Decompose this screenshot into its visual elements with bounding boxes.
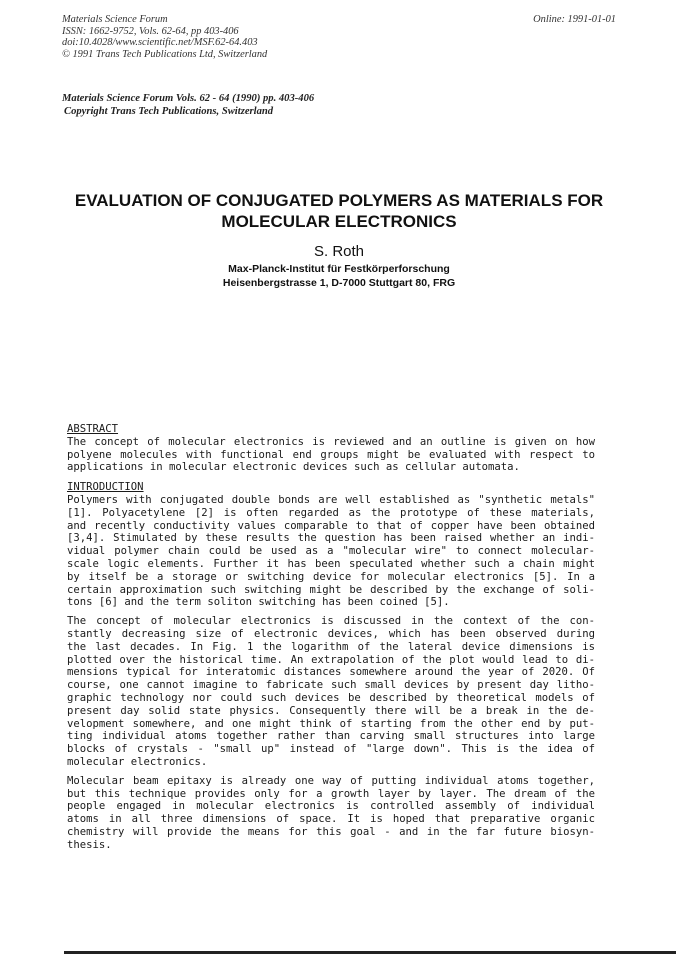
header-line: © 1991 Trans Tech Publications Ltd, Switzerland [62,48,268,60]
text-line: people engaged in molecular electronics is controlled assembly of individual [67,800,595,813]
text-line: certain approximation such switching might be described by the exchange of soli- [67,583,595,596]
article-body [67,423,595,852]
author-name: S. Roth [313,243,365,260]
text-line: graphic technology nor could such devices be described by theoretical models of [67,691,595,704]
abstract-heading: ABSTRACT [67,423,119,435]
text-line: atoms in all three dimensions of space. It is hoped that preparative organic [67,813,595,826]
abstract-text [67,436,595,474]
text-line: course, one cannot imagine to fabricate such small devices by present day litho- [67,679,595,692]
text-line: applications in molecular electronic devices such as cellular automata. [67,461,520,474]
text-line: but this technique provides only for a growth layer by layer. The dream of the [67,787,595,800]
online-date: Online: 1991-01-01 [533,14,616,25]
journal-citation: Materials Science Forum Vols. 62 - 64 (1990) pp. 403-406 [62,93,315,104]
text-line: velopment somewhere, and one might think of starting from the other end by put- [67,717,595,730]
text-line: Polymers with conjugated double bonds are well established as "synthetic metals" [67,493,595,506]
paragraph [67,494,595,609]
affiliation-institute: Max-Planck-Institut für Festkörperforschung [228,263,450,275]
text-line: the last decades. In Fig. 1 the logarithm of the lateral device dimensions is [67,640,595,653]
text-line: [3,4]. Stimulated by these results the question has been raised whether an indi- [67,532,595,545]
footer-rule [64,951,676,954]
text-line: by itself be a storage or switching device for molecular electronics [5]. In a [67,570,595,583]
paragraph [67,775,595,852]
text-line: The concept of molecular electronics is reviewed and an outline is given on how [67,435,595,448]
publication-header [62,14,267,60]
text-line: [1]. Polyacetylene [2] is often regarded as the prototype of these materials, [67,506,595,519]
text-line: stantly decreasing size of electronic devices, which has been observed during [67,627,595,640]
text-line: plotted over the historical time. An extrapolation of the plot would lead to di- [67,653,595,666]
text-line: blocks of crystals - "small up" instead of "large down". This is the idea of [67,743,595,756]
text-line: mensions typical for interatomic distances somewhere around the year of 2020. Of [67,666,595,679]
text-line: vidual polymer chain could be used as a "molecular wire" to connect molecular- [67,545,595,558]
text-line: scale logic elements. Further it has been speculated whether such a chain might [67,557,595,570]
author-affiliation [0,262,678,290]
text-line: molecular electronics. [67,755,208,768]
title-line: EVALUATION OF CONJUGATED POLYMERS AS MATERIALS FOR [74,191,604,210]
text-line: polyene molecules with functional end groups might be evaluated with respect to [67,448,595,461]
copyright-line: Copyright Trans Tech Publications, Switzerland [64,105,274,117]
text-line: tons [6] and the term soliton switching has been coined [5]. [67,596,450,609]
paragraph [67,615,595,769]
text-line: chemistry will provide the means for this goal - and in the far future biosyn- [67,825,595,838]
affiliation-address: Heisenbergstrasse 1, D-7000 Stuttgart 80, FRG [222,277,456,289]
text-line: The concept of molecular electronics is discussed in the context of the con- [67,615,595,628]
text-line: present day solid state physics. Consequently there will be a break in the de- [67,704,595,717]
header-line: doi:10.4028/www.scientific.net/MSF.62-64.403 [62,37,258,49]
text-line: Molecular beam epitaxy is already one way of putting individual atoms together, [67,774,595,787]
header-line: ISSN: 1662-9752, Vols. 62-64, pp 403-406 [62,25,239,37]
introduction-heading: INTRODUCTION [67,481,144,494]
text-line: thesis. [67,838,112,851]
title-line: MOLECULAR ELECTRONICS [221,212,457,231]
text-line: ting individual atoms together rather than carving small structures into large [67,730,595,743]
journal-reference [62,93,314,118]
text-line: and recently conductivity values comparable to that of copper have been obtained [67,519,595,532]
paper-title [0,190,678,232]
header-line: Materials Science Forum [62,14,168,25]
